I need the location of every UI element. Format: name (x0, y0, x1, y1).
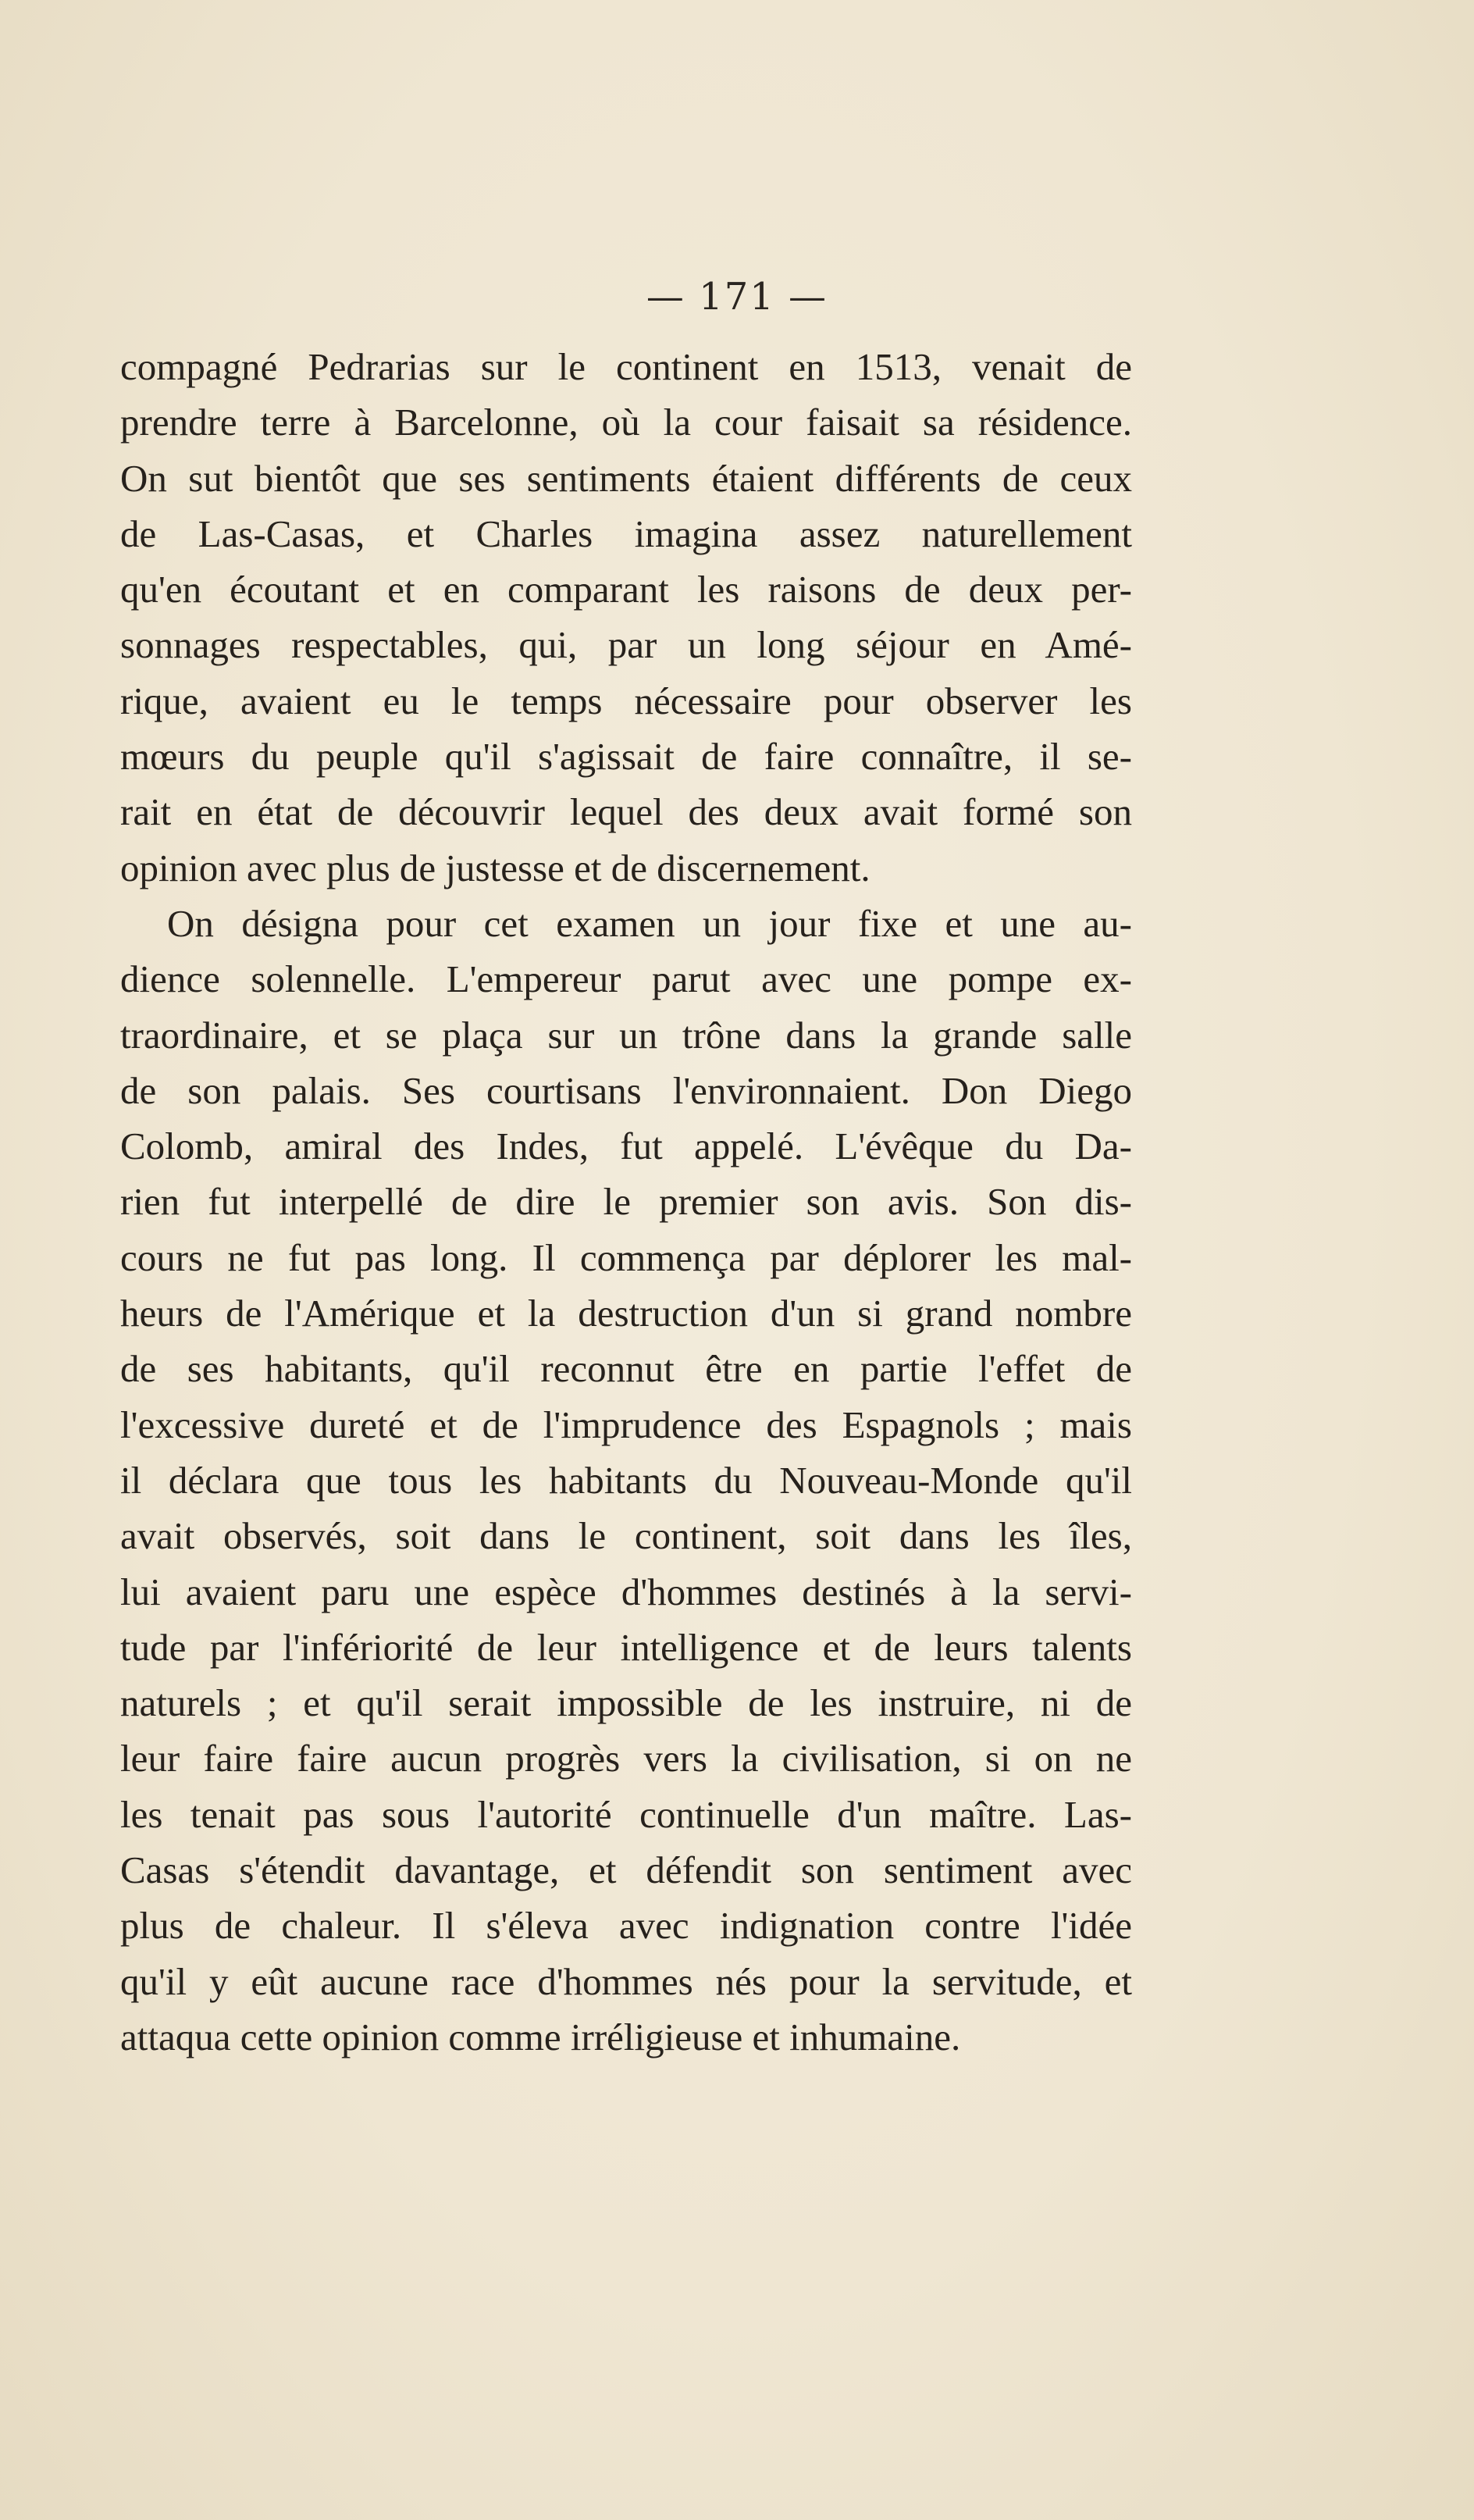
text-line: mœurs du peuple qu'il s'agissait de faire connaître, il se- (120, 735, 1132, 779)
text-line: lui avaient paru une espèce d'hommes destinés à la servi- (120, 1570, 1132, 1613)
text-line: il déclara que tous les habitants du Nouveau-Monde qu'il (120, 1458, 1132, 1502)
text-line: cours ne fut pas long. Il commença par déplorer les mal- (120, 1235, 1132, 1279)
text-line: rien fut interpellé de dire le premier son avis. Son dis- (120, 1180, 1132, 1224)
text-line: naturels ; et qu'il serait impossible de les instruire, ni de (120, 1681, 1132, 1725)
text-line: sonnages respectables, qui, par un long séjour en Amé- (120, 623, 1132, 667)
text-line: qu'en écoutant et en comparant les raisons de deux per- (120, 568, 1132, 611)
text-line: de Las-Casas, et Charles imagina assez naturellement (120, 511, 1132, 555)
text-line: prendre terre à Barcelonne, où la cour faisait sa résidence. (120, 401, 1132, 444)
text-line: tude par l'infériorité de leur intelligence et de leurs talents (120, 1625, 1132, 1669)
text-line: leur faire faire aucun progrès vers la civilisation, si on ne (120, 1737, 1132, 1780)
text-line: de ses habitants, qu'il reconnut être en partie l'effet de (120, 1347, 1132, 1391)
body-text (120, 339, 1132, 2065)
text-line: plus de chaleur. Il s'éleva avec indignation contre l'idée (120, 1904, 1132, 1948)
text-line: compagné Pedrarias sur le continent en 1513, venait de (120, 345, 1132, 388)
text-line: qu'il y eût aucune race d'hommes nés pour la servitude, et (120, 1959, 1132, 2003)
text-line: heurs de l'Amérique et la destruction d'un si grand nombre (120, 1292, 1132, 1335)
text-line: Casas s'étendit davantage, et défendit son sentiment avec (120, 1848, 1132, 1892)
text-line: les tenait pas sous l'autorité continuelle d'un maître. Las- (120, 1792, 1132, 1836)
text-line: Colomb, amiral des Indes, fut appelé. L'évêque du Da- (120, 1125, 1132, 1168)
text-line: rique, avaient eu le temps nécessaire pour observer les (120, 679, 1132, 722)
text-line: de son palais. Ses courtisans l'environnaient. Don Diego (120, 1068, 1132, 1112)
text-line: avait observés, soit dans le continent, soit dans les îles, (120, 1514, 1132, 1558)
text-line: opinion avec plus de justesse et de discernement. (120, 846, 871, 889)
text-line: dience solennelle. L'empereur parut avec une pompe ex- (120, 957, 1132, 1001)
text-line: On sut bientôt que ses sentiments étaient différents de ceux (120, 456, 1132, 500)
text-line: traordinaire, et se plaça sur un trône dans la grande salle (120, 1013, 1132, 1057)
page-number: — 171 — (646, 275, 828, 319)
text-line: attaqua cette opinion comme irréligieuse et inhumaine. (120, 2015, 961, 2058)
text-line: rait en état de découvrir lequel des deux avait formé son (120, 790, 1132, 834)
text-line: l'excessive dureté et de l'imprudence des Espagnols ; mais (120, 1403, 1132, 1446)
text-line: On désigna pour cet examen un jour fixe et une au- (167, 901, 1132, 945)
